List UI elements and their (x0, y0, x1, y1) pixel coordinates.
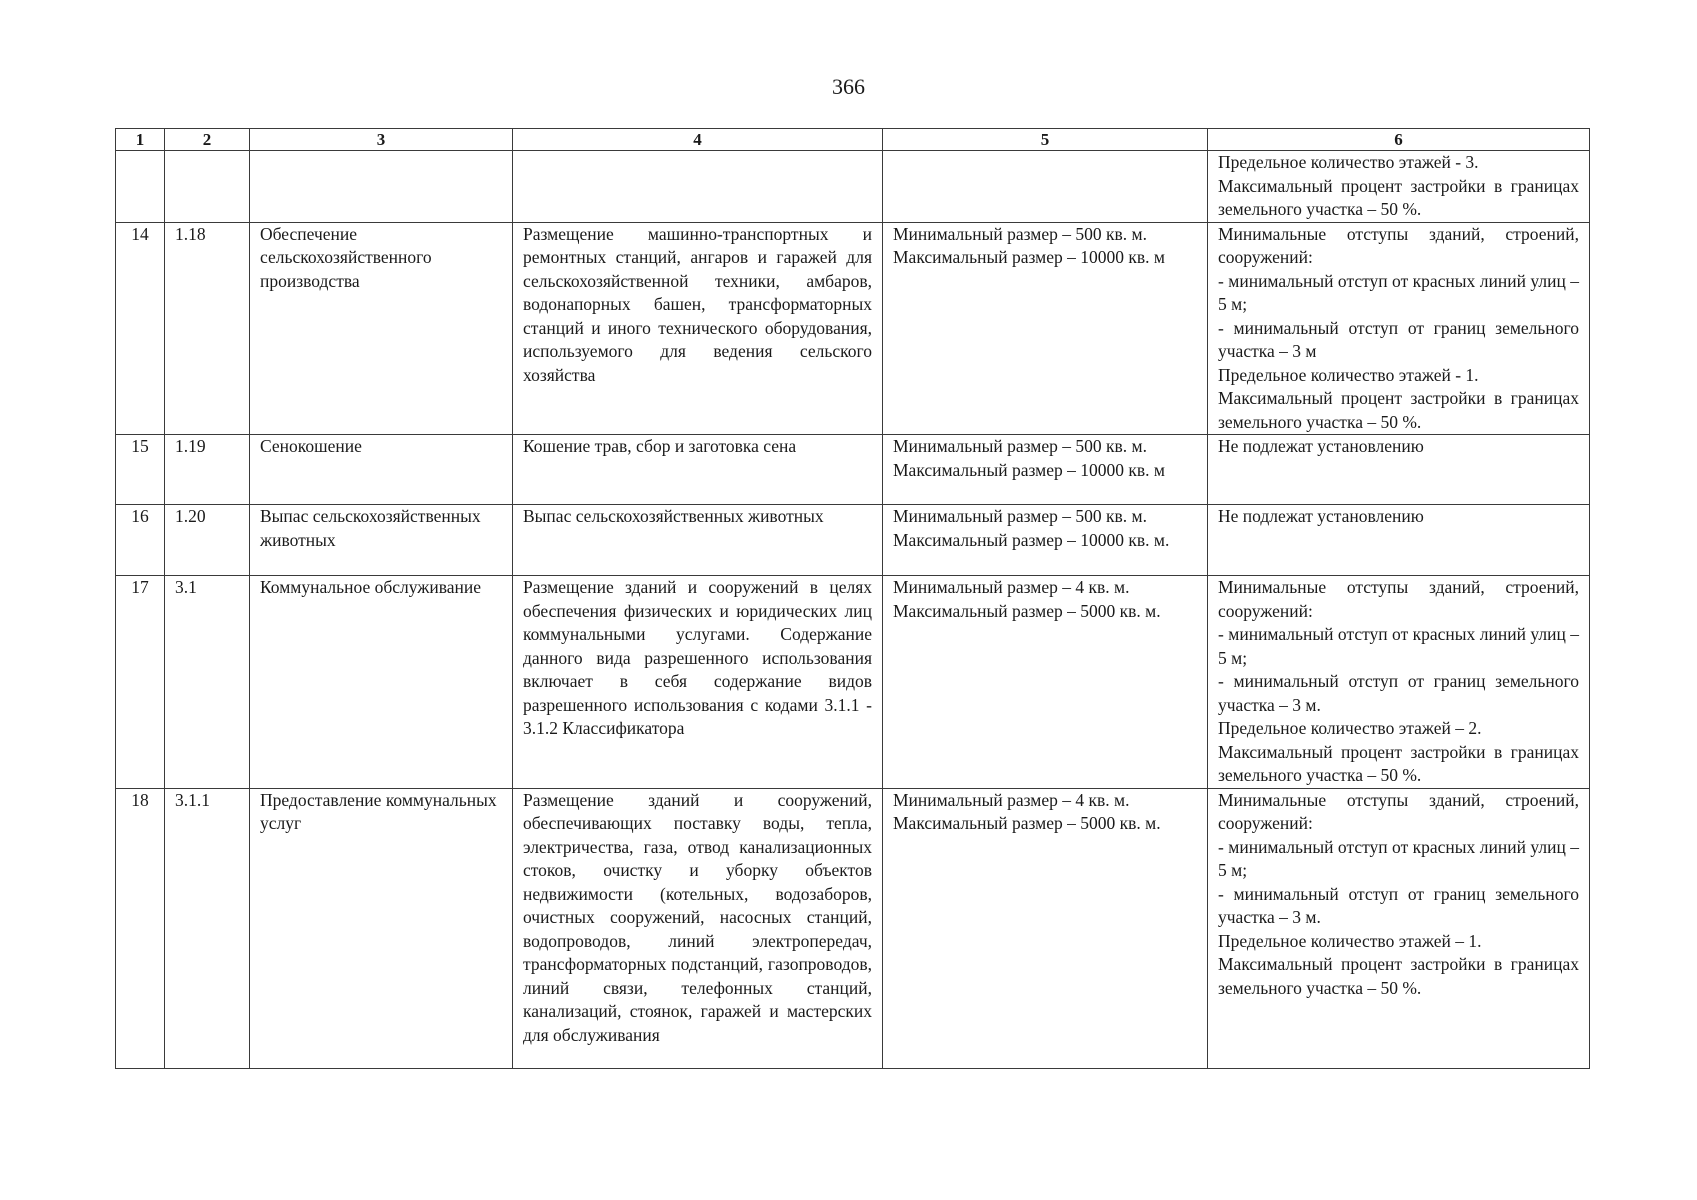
row-params-cell (1208, 222, 1590, 435)
row-size-cell (883, 435, 1208, 505)
row-code-cell: 3.1.1 (165, 788, 250, 1068)
row-number-cell: 15 (116, 435, 165, 505)
param-line: Не подлежат установлению (1218, 506, 1424, 526)
row-params-cell (1208, 788, 1590, 1068)
row-number-cell: 14 (116, 222, 165, 435)
row-description-cell: Размещение зданий и сооружений, обеспечивающих поставку воды, тепла, электричества, газа, отвод канализационных стоков, очистку и уборку объектов недвижимости (котельных, водозаборов, очистных сооружений, насосных станций, водопроводов, линий электропередач, трансформаторных подстанций, газопроводов, линий связи, телефонных станций, канализаций, стоянок, гаражей и мастерских для обслуживания (513, 788, 883, 1068)
row-description-cell: Размещение машинно-транспортных и ремонтных станций, ангаров и гаражей для сельскохозяйственной техники, амбаров, водонапорных башен, трансформаторных станций и иного технического оборудования, используемого для ведения сельского хозяйства (513, 222, 883, 435)
size-line: Минимальный размер – 4 кв. м. (893, 789, 1130, 810)
size-line: Максимальный размер – 5000 кв. м. (893, 813, 1161, 833)
row-number-cell (116, 151, 165, 223)
param-line: - минимальный отступ от красных линий улиц – 5 м; (1218, 624, 1579, 668)
row-name-cell: Выпас сельскохозяйственных животных (250, 505, 513, 576)
size-line: Максимальный размер – 10000 кв. м. (893, 529, 1170, 550)
table-row (116, 435, 1590, 505)
param-line: Максимальный процент застройки в границах земельного участка – 50 %. (1218, 954, 1579, 998)
size-line: Минимальный размер – 500 кв. м. (893, 436, 1147, 456)
land-use-table (115, 128, 1590, 1069)
size-line: Минимальный размер – 500 кв. м. (893, 506, 1147, 526)
param-line: Минимальные отступы зданий, строений, сооружений: (1218, 577, 1579, 621)
page-number: 366 (832, 74, 865, 99)
row-params-cell (1208, 576, 1590, 789)
row-name-cell: Сенокошение (250, 435, 513, 505)
column-header: 1 (116, 129, 165, 151)
row-number-cell: 18 (116, 788, 165, 1068)
row-code-cell: 1.20 (165, 505, 250, 576)
size-line: Максимальный размер – 5000 кв. м. (893, 600, 1161, 621)
row-code-cell: 1.18 (165, 222, 250, 435)
row-code-cell: 3.1 (165, 576, 250, 789)
row-size-cell (883, 576, 1208, 789)
table-row (116, 505, 1590, 576)
row-code-cell (165, 151, 250, 223)
param-line: Предельное количество этажей - 1. (1218, 364, 1479, 385)
row-number-cell: 16 (116, 505, 165, 576)
table-row (116, 576, 1590, 789)
row-description-cell (513, 151, 883, 223)
table-row (116, 151, 1590, 223)
column-header: 4 (513, 129, 883, 151)
row-name-cell: Предоставление коммунальных услуг (250, 788, 513, 1068)
row-params-cell (1208, 505, 1590, 576)
column-header: 3 (250, 129, 513, 151)
size-line: Максимальный размер – 10000 кв. м (893, 459, 1165, 480)
param-line: - минимальный отступ от границ земельного участка – 3 м. (1218, 883, 1579, 927)
column-header: 6 (1208, 129, 1590, 151)
size-line: Максимальный размер – 10000 кв. м (893, 247, 1165, 267)
row-description-cell: Выпас сельскохозяйственных животных (513, 505, 883, 576)
row-number-cell: 17 (116, 576, 165, 789)
size-line: Минимальный размер – 500 кв. м. (893, 223, 1147, 244)
table-row (116, 788, 1590, 1068)
param-line: Максимальный процент застройки в границах земельного участка – 50 %. (1218, 741, 1579, 785)
param-line: Предельное количество этажей – 1. (1218, 930, 1482, 951)
param-line: - минимальный отступ от границ земельного участка – 3 м. (1218, 671, 1579, 715)
param-line: - минимальный отступ от границ земельного участка – 3 м (1218, 317, 1579, 361)
row-size-cell (883, 505, 1208, 576)
row-params-cell (1208, 435, 1590, 505)
row-description-cell: Размещение зданий и сооружений в целях обеспечения физических и юридических лиц коммунальными услугами. Содержание данного вида разрешенного использования включает в себя содержание видов разрешенного использования с кодами 3.1.1 - 3.1.2 Классификатора (513, 576, 883, 789)
param-line: - минимальный отступ от красных линий улиц – 5 м; (1218, 270, 1579, 314)
column-header: 5 (883, 129, 1208, 151)
row-name-cell (250, 151, 513, 223)
param-line: Не подлежат установлению (1218, 436, 1424, 456)
row-size-cell (883, 151, 1208, 223)
param-line: Максимальный процент застройки в границах земельного участка – 50 %. (1218, 388, 1579, 432)
param-line: - минимальный отступ от красных линий улиц – 5 м; (1218, 836, 1579, 880)
table-row (116, 222, 1590, 435)
column-header: 2 (165, 129, 250, 151)
row-name-cell: Обеспечение сельскохозяйственного производства (250, 222, 513, 435)
row-code-cell: 1.19 (165, 435, 250, 505)
param-line: Минимальные отступы зданий, строений, сооружений: (1218, 789, 1579, 833)
param-line: Минимальные отступы зданий, строений, сооружений: (1218, 223, 1579, 267)
param-line: Предельное количество этажей – 2. (1218, 718, 1482, 738)
header-row (116, 129, 1590, 151)
row-size-cell (883, 788, 1208, 1068)
size-line: Минимальный размер – 4 кв. м. (893, 577, 1130, 597)
row-name-cell: Коммунальное обслуживание (250, 576, 513, 789)
row-size-cell (883, 222, 1208, 435)
row-params-cell (1208, 151, 1590, 223)
row-description-cell: Кошение трав, сбор и заготовка сена (513, 435, 883, 505)
param-line: Предельное количество этажей - 3. (1218, 152, 1479, 172)
param-line: Максимальный процент застройки в границах земельного участка – 50 %. (1218, 175, 1579, 219)
